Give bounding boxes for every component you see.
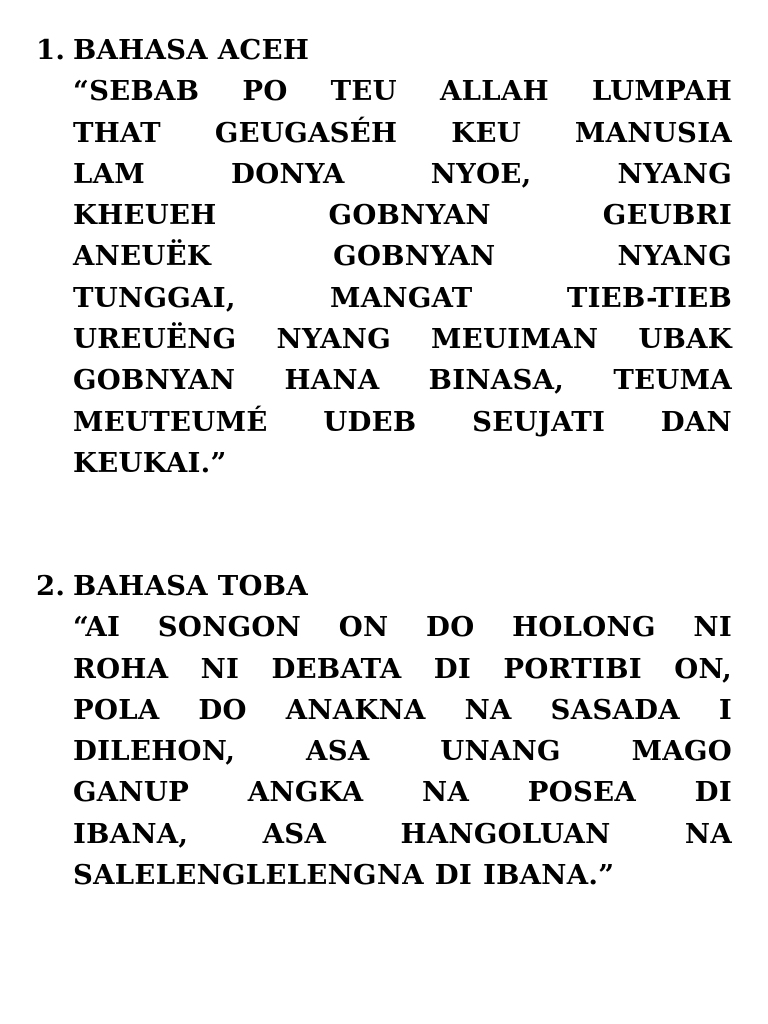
verse-text	[73, 607, 732, 896]
section-bahasa-toba	[36, 566, 732, 896]
verse-line: KHEUEH GOBNYAN GEUBRI	[73, 199, 732, 232]
verse-line: “SEBAB PO TEU ALLAH LUMPAH	[73, 75, 732, 108]
verse-line: TUNGGAI, MANGAT TIEB-TIEB	[73, 281, 732, 314]
section-number: 1.	[36, 34, 66, 66]
verse-line: ROHA NI DEBATA DI PORTIBI ON,	[73, 652, 732, 685]
verse-line: THAT GEUGASÉH KEU MANUSIA	[73, 116, 732, 149]
verse-line: “AI SONGON ON DO HOLONG NI	[73, 611, 732, 644]
verse-line: GOBNYAN HANA BINASA, TEUMA	[73, 364, 732, 397]
verse-line: ANEUËK GOBNYAN NYANG	[73, 240, 732, 273]
section-title: BAHASA ACEH	[73, 34, 310, 66]
section-number: 2.	[36, 570, 66, 602]
verse-line: LAM DONYA NYOE, NYANG	[73, 157, 732, 190]
verse-line: GANUP ANGKA NA POSEA DI	[73, 776, 732, 809]
section-title: BAHASA TOBA	[73, 570, 308, 602]
verse-text	[73, 71, 732, 484]
verse-line: MEUTEUMÉ UDEB SEUJATI DAN	[73, 405, 732, 438]
section-heading	[36, 30, 732, 71]
section-heading	[36, 566, 732, 607]
verse-line: KEUKAI.”	[73, 446, 227, 479]
verse-line: POLA DO ANAKNA NA SASADA I	[73, 693, 732, 726]
verse-line: SALELENGLELENGNA DI IBANA.”	[73, 859, 615, 892]
section-bahasa-aceh	[36, 30, 732, 484]
verse-line: UREUËNG NYANG MEUIMAN UBAK	[73, 323, 732, 356]
verse-line: DILEHON, ASA UNANG MAGO	[73, 735, 732, 768]
verse-line: IBANA, ASA HANGOLUAN NA	[73, 817, 732, 850]
